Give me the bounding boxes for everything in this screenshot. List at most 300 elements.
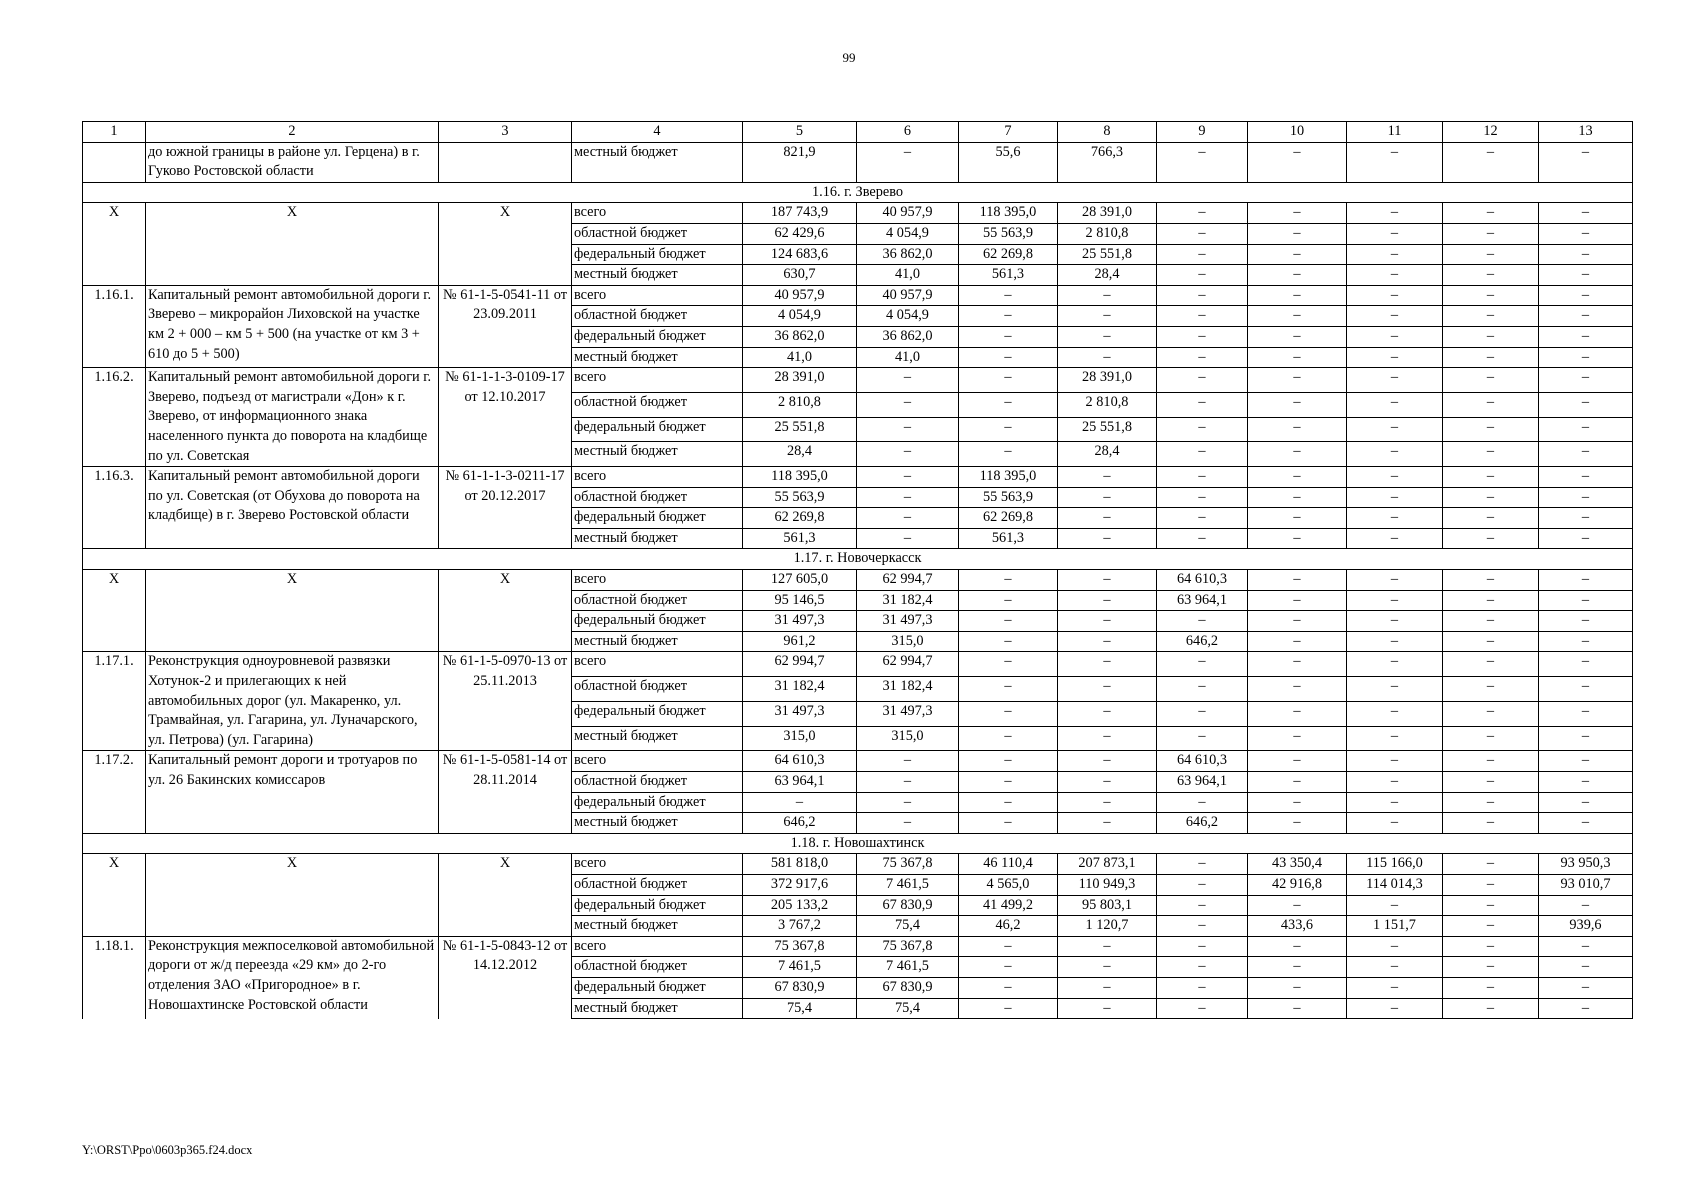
amount-cell: 28 391,0: [1058, 203, 1157, 224]
amount-cell: –: [1347, 611, 1443, 632]
amount-cell: 28 391,0: [743, 368, 857, 393]
amount-cell: 63 964,1: [1157, 590, 1248, 611]
item-name: Капитальный ремонт автомобильной дороги г. Зверево – микрорайон Лиховской на участке км 2 + 000 – км 5 + 500 (на участке от км 3 + 610 до 5 + 500): [146, 285, 439, 367]
amount-cell: 4 565,0: [959, 874, 1058, 895]
amount-cell: –: [1539, 570, 1633, 591]
amount-cell: –: [1539, 265, 1633, 286]
amount-cell: –: [1347, 570, 1443, 591]
item-name: Х: [146, 203, 439, 285]
amount-cell: –: [1248, 936, 1347, 957]
amount-cell: –: [1157, 701, 1248, 726]
amount-cell: –: [1248, 442, 1347, 467]
amount-cell: 2 810,8: [743, 392, 857, 417]
amount-cell: –: [1443, 142, 1539, 182]
table-row: [83, 203, 1633, 224]
funding-source-label: местный бюджет: [572, 442, 743, 467]
item-permit: № 61-1-1-3-0109-17 от 12.10.2017: [439, 368, 572, 467]
amount-cell: –: [1157, 792, 1248, 813]
amount-cell: –: [1058, 701, 1157, 726]
amount-cell: –: [1058, 590, 1157, 611]
amount-cell: –: [1539, 487, 1633, 508]
amount-cell: –: [1539, 223, 1633, 244]
amount-cell: –: [1157, 528, 1248, 549]
amount-cell: –: [1248, 590, 1347, 611]
amount-cell: –: [1248, 726, 1347, 751]
amount-cell: –: [1443, 347, 1539, 368]
amount-cell: –: [1443, 244, 1539, 265]
amount-cell: –: [1058, 326, 1157, 347]
amount-cell: –: [1248, 392, 1347, 417]
amount-cell: 40 957,9: [857, 285, 959, 306]
funding-source-label: местный бюджет: [572, 916, 743, 937]
amount-cell: 25 551,8: [1058, 417, 1157, 442]
amount-cell: –: [1443, 392, 1539, 417]
amount-cell: –: [959, 701, 1058, 726]
amount-cell: –: [959, 977, 1058, 998]
amount-cell: –: [1539, 590, 1633, 611]
amount-cell: –: [1157, 392, 1248, 417]
amount-cell: –: [1157, 417, 1248, 442]
amount-cell: –: [1347, 631, 1443, 652]
amount-cell: –: [1347, 772, 1443, 793]
amount-cell: –: [1248, 751, 1347, 772]
item-name: Х: [146, 854, 439, 936]
item-name: Х: [146, 570, 439, 652]
item-number: 1.17.2.: [83, 751, 146, 833]
funding-source-label: местный бюджет: [572, 528, 743, 549]
amount-cell: –: [1248, 813, 1347, 834]
funding-source-label: всего: [572, 467, 743, 488]
amount-cell: 31 497,3: [743, 611, 857, 632]
amount-cell: –: [1248, 652, 1347, 677]
item-number: [83, 142, 146, 182]
column-number-3: 3: [439, 122, 572, 143]
funding-source-label: местный бюджет: [572, 347, 743, 368]
item-permit: Х: [439, 570, 572, 652]
amount-cell: –: [959, 442, 1058, 467]
amount-cell: –: [1347, 306, 1443, 327]
amount-cell: 4 054,9: [743, 306, 857, 327]
table-row: [83, 751, 1633, 772]
amount-cell: –: [1539, 631, 1633, 652]
amount-cell: –: [1539, 306, 1633, 327]
amount-cell: 40 957,9: [857, 203, 959, 224]
column-number-10: 10: [1248, 122, 1347, 143]
amount-cell: –: [1443, 677, 1539, 702]
amount-cell: –: [1539, 611, 1633, 632]
item-permit: № 61-1-5-0843-12 от 14.12.2012: [439, 936, 572, 1018]
section-title: 1.17. г. Новочеркасск: [83, 549, 1633, 570]
amount-cell: –: [1347, 442, 1443, 467]
amount-cell: 75 367,8: [857, 936, 959, 957]
item-permit: Х: [439, 854, 572, 936]
amount-cell: –: [1248, 347, 1347, 368]
amount-cell: 561,3: [959, 528, 1058, 549]
section-title: 1.16. г. Зверево: [83, 182, 1633, 203]
amount-cell: –: [1539, 813, 1633, 834]
amount-cell: 315,0: [743, 726, 857, 751]
budget-table: [82, 121, 1633, 1019]
amount-cell: 646,2: [1157, 813, 1248, 834]
page-number: 99: [842, 50, 856, 65]
amount-cell: –: [1539, 895, 1633, 916]
column-number-11: 11: [1347, 122, 1443, 143]
amount-cell: 127 605,0: [743, 570, 857, 591]
amount-cell: 961,2: [743, 631, 857, 652]
amount-cell: –: [1539, 726, 1633, 751]
amount-cell: –: [959, 751, 1058, 772]
amount-cell: –: [1248, 265, 1347, 286]
footer-file-path: Y:\ORST\Ppo\0603p365.f24.docx: [82, 1143, 253, 1157]
funding-source-label: местный бюджет: [572, 813, 743, 834]
amount-cell: –: [959, 936, 1058, 957]
amount-cell: 4 054,9: [857, 306, 959, 327]
amount-cell: –: [1248, 677, 1347, 702]
amount-cell: –: [1443, 590, 1539, 611]
amount-cell: 4 054,9: [857, 223, 959, 244]
amount-cell: –: [1443, 652, 1539, 677]
amount-cell: –: [1347, 998, 1443, 1019]
amount-cell: –: [1058, 977, 1157, 998]
section-row: [83, 549, 1633, 570]
amount-cell: 25 551,8: [1058, 244, 1157, 265]
amount-cell: –: [1539, 368, 1633, 393]
amount-cell: 67 830,9: [743, 977, 857, 998]
amount-cell: –: [1058, 487, 1157, 508]
amount-cell: –: [1347, 203, 1443, 224]
amount-cell: 205 133,2: [743, 895, 857, 916]
amount-cell: –: [1058, 792, 1157, 813]
amount-cell: –: [1248, 611, 1347, 632]
section-title: 1.18. г. Новошахтинск: [83, 833, 1633, 854]
amount-cell: –: [1347, 528, 1443, 549]
amount-cell: –: [1248, 417, 1347, 442]
amount-cell: –: [959, 368, 1058, 393]
amount-cell: –: [857, 142, 959, 182]
amount-cell: 63 964,1: [743, 772, 857, 793]
column-number-12: 12: [1443, 122, 1539, 143]
amount-cell: –: [1347, 813, 1443, 834]
amount-cell: –: [1539, 326, 1633, 347]
funding-source-label: местный бюджет: [572, 142, 743, 182]
funding-source-label: всего: [572, 652, 743, 677]
column-number-7: 7: [959, 122, 1058, 143]
amount-cell: –: [1157, 936, 1248, 957]
funding-source-label: всего: [572, 368, 743, 393]
table-row: [83, 285, 1633, 306]
funding-source-label: местный бюджет: [572, 631, 743, 652]
amount-cell: –: [1157, 611, 1248, 632]
amount-cell: –: [1058, 467, 1157, 488]
item-permit: № 61-1-5-0541-11 от 23.09.2011: [439, 285, 572, 367]
item-name: до южной границы в районе ул. Герцена) в г. Гуково Ростовской области: [146, 142, 439, 182]
amount-cell: –: [959, 677, 1058, 702]
amount-cell: 28 391,0: [1058, 368, 1157, 393]
amount-cell: –: [959, 772, 1058, 793]
amount-cell: –: [1157, 265, 1248, 286]
amount-cell: –: [1347, 936, 1443, 957]
amount-cell: –: [857, 792, 959, 813]
amount-cell: –: [1058, 936, 1157, 957]
funding-source-label: местный бюджет: [572, 726, 743, 751]
amount-cell: –: [1443, 701, 1539, 726]
amount-cell: –: [1443, 285, 1539, 306]
amount-cell: –: [1539, 467, 1633, 488]
amount-cell: –: [1347, 326, 1443, 347]
section-row: [83, 182, 1633, 203]
amount-cell: 62 994,7: [857, 570, 959, 591]
amount-cell: 3 767,2: [743, 916, 857, 937]
funding-source-label: федеральный бюджет: [572, 417, 743, 442]
amount-cell: 64 610,3: [1157, 751, 1248, 772]
amount-cell: –: [857, 487, 959, 508]
amount-cell: 75,4: [743, 998, 857, 1019]
funding-source-label: федеральный бюджет: [572, 244, 743, 265]
amount-cell: –: [1539, 392, 1633, 417]
amount-cell: 46,2: [959, 916, 1058, 937]
amount-cell: –: [1248, 508, 1347, 529]
amount-cell: 821,9: [743, 142, 857, 182]
funding-source-label: федеральный бюджет: [572, 895, 743, 916]
item-name: Капитальный ремонт автомобильной дороги по ул. Советская (от Обухова до поворота на кладбище) в г. Зверево Ростовской области: [146, 467, 439, 549]
item-name: Реконструкция межпоселковой автомобильной дороги от ж/д переезда «29 км» до 2-го отделения ЗАО «Пригородное» в г. Новошахтинске Ростовской области: [146, 936, 439, 1018]
amount-cell: –: [1157, 326, 1248, 347]
amount-cell: 115 166,0: [1347, 854, 1443, 875]
amount-cell: –: [1248, 772, 1347, 793]
amount-cell: –: [959, 392, 1058, 417]
amount-cell: 630,7: [743, 265, 857, 286]
amount-cell: –: [1058, 772, 1157, 793]
amount-cell: 75,4: [857, 998, 959, 1019]
amount-cell: –: [1347, 265, 1443, 286]
amount-cell: –: [1157, 306, 1248, 327]
amount-cell: –: [1157, 487, 1248, 508]
funding-source-label: всего: [572, 936, 743, 957]
amount-cell: 55 563,9: [959, 487, 1058, 508]
funding-source-label: областной бюджет: [572, 677, 743, 702]
amount-cell: 7 461,5: [743, 957, 857, 978]
amount-cell: –: [1347, 392, 1443, 417]
amount-cell: –: [1443, 326, 1539, 347]
amount-cell: –: [1248, 895, 1347, 916]
amount-cell: –: [1157, 285, 1248, 306]
funding-source-label: местный бюджет: [572, 998, 743, 1019]
amount-cell: 75 367,8: [743, 936, 857, 957]
amount-cell: –: [1539, 203, 1633, 224]
amount-cell: –: [1157, 854, 1248, 875]
amount-cell: –: [1539, 508, 1633, 529]
amount-cell: –: [1347, 701, 1443, 726]
amount-cell: –: [857, 508, 959, 529]
amount-cell: 95 803,1: [1058, 895, 1157, 916]
funding-source-label: областной бюджет: [572, 487, 743, 508]
amount-cell: –: [1443, 223, 1539, 244]
amount-cell: –: [1157, 977, 1248, 998]
amount-cell: 124 683,6: [743, 244, 857, 265]
amount-cell: 31 182,4: [857, 677, 959, 702]
item-name: Капитальный ремонт автомобильной дороги г. Зверево, подъезд от магистрали «Дон» к г. Зверево, от информационного знака населенного пункта до поворота на кладбище по ул. Советская: [146, 368, 439, 467]
amount-cell: –: [1443, 792, 1539, 813]
amount-cell: 187 743,9: [743, 203, 857, 224]
item-permit: [439, 142, 572, 182]
table-row: [83, 570, 1633, 591]
amount-cell: –: [959, 590, 1058, 611]
amount-cell: –: [1248, 957, 1347, 978]
amount-cell: –: [1443, 487, 1539, 508]
amount-cell: –: [1157, 677, 1248, 702]
amount-cell: –: [1443, 895, 1539, 916]
amount-cell: –: [1157, 916, 1248, 937]
amount-cell: –: [1157, 726, 1248, 751]
amount-cell: –: [1443, 611, 1539, 632]
funding-source-label: областной бюджет: [572, 306, 743, 327]
amount-cell: 75,4: [857, 916, 959, 937]
amount-cell: –: [959, 326, 1058, 347]
amount-cell: –: [1157, 874, 1248, 895]
amount-cell: –: [1157, 652, 1248, 677]
table-row: [83, 142, 1633, 182]
amount-cell: 93 950,3: [1539, 854, 1633, 875]
amount-cell: 41 499,2: [959, 895, 1058, 916]
amount-cell: 62 994,7: [857, 652, 959, 677]
amount-cell: 28,4: [743, 442, 857, 467]
amount-cell: –: [1157, 347, 1248, 368]
amount-cell: –: [1443, 957, 1539, 978]
section-row: [83, 833, 1633, 854]
amount-cell: 64 610,3: [1157, 570, 1248, 591]
amount-cell: 36 862,0: [857, 244, 959, 265]
amount-cell: –: [1058, 652, 1157, 677]
amount-cell: 372 917,6: [743, 874, 857, 895]
item-number: 1.16.1.: [83, 285, 146, 367]
amount-cell: –: [1347, 347, 1443, 368]
table-row: [83, 854, 1633, 875]
amount-cell: –: [1443, 813, 1539, 834]
item-number: 1.16.3.: [83, 467, 146, 549]
table-row: [83, 467, 1633, 488]
amount-cell: 36 862,0: [743, 326, 857, 347]
amount-cell: 28,4: [1058, 265, 1157, 286]
amount-cell: 315,0: [857, 726, 959, 751]
amount-cell: –: [1539, 347, 1633, 368]
amount-cell: 46 110,4: [959, 854, 1058, 875]
column-number-13: 13: [1539, 122, 1633, 143]
amount-cell: –: [1058, 570, 1157, 591]
amount-cell: 7 461,5: [857, 957, 959, 978]
amount-cell: –: [1347, 652, 1443, 677]
amount-cell: –: [1157, 508, 1248, 529]
amount-cell: 62 269,8: [959, 244, 1058, 265]
amount-cell: –: [1347, 467, 1443, 488]
amount-cell: –: [1443, 203, 1539, 224]
amount-cell: –: [1347, 590, 1443, 611]
amount-cell: –: [1347, 417, 1443, 442]
amount-cell: 31 497,3: [857, 611, 959, 632]
amount-cell: –: [1248, 998, 1347, 1019]
amount-cell: 561,3: [743, 528, 857, 549]
amount-cell: 62 269,8: [959, 508, 1058, 529]
amount-cell: –: [959, 998, 1058, 1019]
amount-cell: –: [1443, 417, 1539, 442]
amount-cell: –: [1248, 570, 1347, 591]
column-number-8: 8: [1058, 122, 1157, 143]
funding-source-label: федеральный бюджет: [572, 326, 743, 347]
funding-source-label: всего: [572, 570, 743, 591]
amount-cell: –: [1248, 244, 1347, 265]
column-number-5: 5: [743, 122, 857, 143]
amount-cell: –: [857, 751, 959, 772]
amount-cell: –: [959, 611, 1058, 632]
item-permit: Х: [439, 203, 572, 285]
amount-cell: –: [1157, 467, 1248, 488]
amount-cell: –: [1347, 977, 1443, 998]
amount-cell: 581 818,0: [743, 854, 857, 875]
amount-cell: –: [1058, 611, 1157, 632]
amount-cell: –: [1248, 631, 1347, 652]
amount-cell: –: [1058, 677, 1157, 702]
funding-source-label: всего: [572, 751, 743, 772]
amount-cell: –: [1443, 772, 1539, 793]
amount-cell: 62 994,7: [743, 652, 857, 677]
amount-cell: –: [959, 306, 1058, 327]
amount-cell: –: [1539, 701, 1633, 726]
amount-cell: 62 269,8: [743, 508, 857, 529]
amount-cell: –: [1443, 368, 1539, 393]
amount-cell: –: [1058, 306, 1157, 327]
amount-cell: –: [1539, 792, 1633, 813]
amount-cell: 433,6: [1248, 916, 1347, 937]
amount-cell: –: [1347, 792, 1443, 813]
funding-source-label: областной бюджет: [572, 772, 743, 793]
amount-cell: 315,0: [857, 631, 959, 652]
amount-cell: –: [1443, 977, 1539, 998]
amount-cell: –: [1443, 726, 1539, 751]
amount-cell: –: [857, 442, 959, 467]
column-number-1: 1: [83, 122, 146, 143]
amount-cell: 646,2: [743, 813, 857, 834]
amount-cell: –: [1248, 467, 1347, 488]
amount-cell: –: [1157, 244, 1248, 265]
amount-cell: –: [1058, 508, 1157, 529]
item-permit: № 61-1-5-0970-13 от 25.11.2013: [439, 652, 572, 751]
amount-cell: 67 830,9: [857, 977, 959, 998]
amount-cell: 1 120,7: [1058, 916, 1157, 937]
amount-cell: –: [1248, 285, 1347, 306]
amount-cell: –: [1539, 977, 1633, 998]
amount-cell: –: [1157, 895, 1248, 916]
amount-cell: –: [1157, 223, 1248, 244]
amount-cell: –: [1539, 772, 1633, 793]
amount-cell: –: [959, 652, 1058, 677]
amount-cell: –: [1539, 417, 1633, 442]
amount-cell: 43 350,4: [1248, 854, 1347, 875]
amount-cell: –: [1347, 895, 1443, 916]
amount-cell: 31 182,4: [743, 677, 857, 702]
item-number: Х: [83, 570, 146, 652]
amount-cell: 110 949,3: [1058, 874, 1157, 895]
item-permit: № 61-1-1-3-0211-17 от 20.12.2017: [439, 467, 572, 549]
amount-cell: –: [1443, 751, 1539, 772]
amount-cell: –: [857, 813, 959, 834]
item-number: 1.16.2.: [83, 368, 146, 467]
amount-cell: 31 497,3: [857, 701, 959, 726]
column-number-9: 9: [1157, 122, 1248, 143]
amount-cell: 2 810,8: [1058, 392, 1157, 417]
amount-cell: –: [1248, 487, 1347, 508]
amount-cell: –: [1347, 508, 1443, 529]
item-name: Реконструкция одноуровневой развязки Хотунок-2 и прилегающих к ней автомобильных дорог (ул. Макаренко, ул. Трамвайная, ул. Гагарина, ул. Луначарского, ул. Петрова) (ул. Гагарина): [146, 652, 439, 751]
amount-cell: 118 395,0: [959, 467, 1058, 488]
